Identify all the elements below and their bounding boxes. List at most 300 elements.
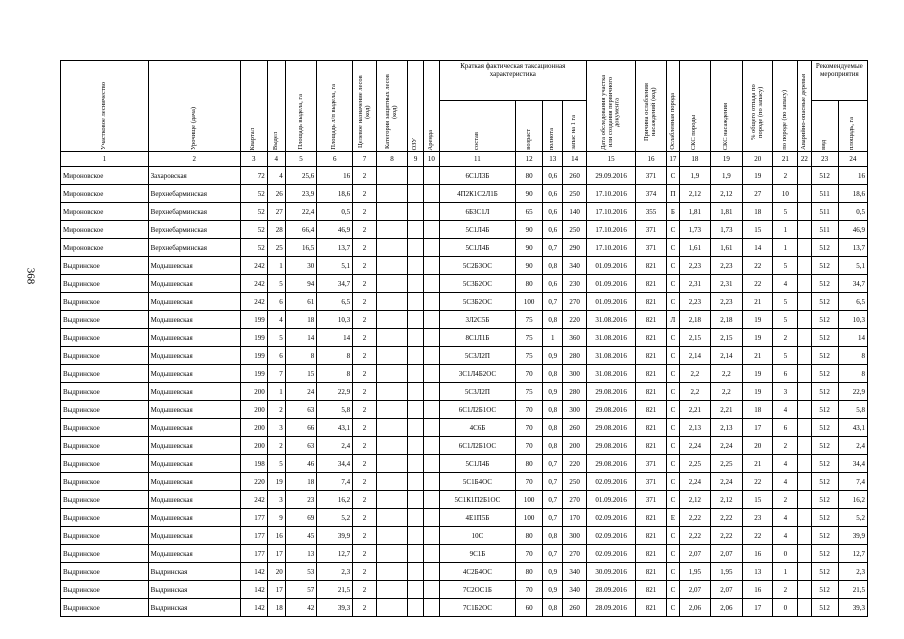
table-cell: 5,8 <box>317 401 353 419</box>
table-cell: 5С1Л4Б <box>439 239 515 257</box>
table-cell: 821 <box>636 383 666 401</box>
table-cell: 0 <box>773 545 798 563</box>
col-header: Дата обследования участка или создания первичного документа <box>586 61 635 152</box>
table-cell: 6 <box>267 293 285 311</box>
table-cell: 2 <box>773 491 798 509</box>
table-cell: 34,7 <box>838 275 867 293</box>
table-cell: 6,5 <box>317 293 353 311</box>
table-cell: 13 <box>743 563 773 581</box>
table-cell: 23 <box>743 509 773 527</box>
table-cell: Выдринское <box>61 581 149 599</box>
table-cell <box>376 383 407 401</box>
table-cell: 18 <box>267 599 285 617</box>
table-cell: 2 <box>353 437 377 455</box>
table-cell <box>408 221 424 239</box>
table-cell: С <box>666 221 679 239</box>
table-cell: 5С3Б2ОС <box>439 275 515 293</box>
table-cell: 13,7 <box>317 239 353 257</box>
table-cell: 512 <box>811 239 838 257</box>
table-cell: 371 <box>636 455 666 473</box>
table-cell: 2 <box>353 167 377 185</box>
col-header: Выдел <box>267 61 285 152</box>
table-cell: 22,9 <box>317 383 353 401</box>
table-cell: 0,6 <box>543 275 563 293</box>
table-cell: 31.08.2016 <box>586 311 635 329</box>
table-cell: 2,22 <box>680 527 710 545</box>
table-row <box>61 383 868 401</box>
table-cell: С <box>666 545 679 563</box>
table-row <box>61 509 868 527</box>
table-cell: 4Е1П5Б <box>439 509 515 527</box>
table-cell: 1,81 <box>710 203 743 221</box>
table-cell <box>798 545 811 563</box>
col-header: Ослабленная порода <box>666 61 679 152</box>
table-cell: 250 <box>563 221 587 239</box>
table-cell: 17.10.2016 <box>586 185 635 203</box>
table-cell: С <box>666 455 679 473</box>
table-cell <box>376 221 407 239</box>
table-cell: 2,12 <box>680 185 710 203</box>
table-cell: 2,4 <box>317 437 353 455</box>
table-cell: 7С1Б2ОС <box>439 599 515 617</box>
table-cell: 0,8 <box>543 365 563 383</box>
table-cell: 27 <box>267 203 285 221</box>
table-cell: 52 <box>240 185 267 203</box>
table-cell: 52 <box>240 221 267 239</box>
table-cell <box>408 581 424 599</box>
table-row <box>61 185 868 203</box>
table-cell: 90 <box>516 185 543 203</box>
column-number: 1 <box>61 152 149 167</box>
table-cell: 21 <box>743 293 773 311</box>
table-cell <box>423 419 439 437</box>
table-cell: 374 <box>636 185 666 203</box>
table-row <box>61 293 868 311</box>
table-cell: 17.10.2016 <box>586 221 635 239</box>
table-cell: 7,4 <box>317 473 353 491</box>
table-cell: Модышевская <box>148 365 240 383</box>
table-row <box>61 527 868 545</box>
table-cell: Верхнебарминская <box>148 185 240 203</box>
table-cell: 29.09.2016 <box>586 167 635 185</box>
table-cell: 28.09.2016 <box>586 581 635 599</box>
table-cell: 17 <box>267 545 285 563</box>
table-cell: 821 <box>636 347 666 365</box>
table-cell: 0,8 <box>543 419 563 437</box>
table-cell: 4С2Б4ОС <box>439 563 515 581</box>
table-cell: 22 <box>743 473 773 491</box>
table-cell: 2 <box>353 221 377 239</box>
table-cell: 0,7 <box>543 473 563 491</box>
table-cell: 2 <box>267 401 285 419</box>
table-cell <box>798 491 811 509</box>
table-cell: 821 <box>636 365 666 383</box>
table-cell: 16,2 <box>317 491 353 509</box>
table-cell: 27 <box>743 185 773 203</box>
table-cell: 821 <box>636 563 666 581</box>
table-cell: Выдринское <box>61 509 149 527</box>
table-cell: 8 <box>317 365 353 383</box>
table-cell: 512 <box>811 401 838 419</box>
table-cell: 512 <box>811 473 838 491</box>
table-cell: 2,2 <box>680 365 710 383</box>
table-cell: 5 <box>773 257 798 275</box>
table-cell: С <box>666 491 679 509</box>
table-cell: 242 <box>240 491 267 509</box>
table-cell: 2,25 <box>710 455 743 473</box>
table-cell: 17.10.2016 <box>586 239 635 257</box>
table-cell: 46 <box>285 455 316 473</box>
table-cell: 2,07 <box>680 581 710 599</box>
table-cell: 5 <box>773 311 798 329</box>
table-cell: Выдринское <box>61 545 149 563</box>
col-header: СКС породы <box>680 61 710 152</box>
table-cell <box>798 221 811 239</box>
table-cell <box>376 527 407 545</box>
table-cell: Верхнебарминская <box>148 203 240 221</box>
table-cell: 2 <box>773 329 798 347</box>
table-cell: 199 <box>240 365 267 383</box>
table-cell: 80 <box>516 167 543 185</box>
table-cell: 260 <box>563 167 587 185</box>
table-cell: Выдринское <box>61 347 149 365</box>
table-cell: 1,61 <box>710 239 743 257</box>
table-cell: 0,7 <box>543 509 563 527</box>
column-number: 3 <box>240 152 267 167</box>
table-cell: 23,9 <box>285 185 316 203</box>
table-cell: 220 <box>563 455 587 473</box>
table-cell: 300 <box>563 401 587 419</box>
table-cell: 2 <box>353 527 377 545</box>
table-cell: 02.09.2016 <box>586 545 635 563</box>
table-cell: Модышевская <box>148 527 240 545</box>
table-row <box>61 437 868 455</box>
table-cell: 512 <box>811 419 838 437</box>
table-cell: 17.10.2016 <box>586 203 635 221</box>
table-cell <box>408 545 424 563</box>
table-cell <box>408 185 424 203</box>
table-cell: 3 <box>267 419 285 437</box>
table-cell <box>408 401 424 419</box>
table-cell: 199 <box>240 311 267 329</box>
table-cell: 4 <box>773 473 798 491</box>
table-cell <box>423 167 439 185</box>
table-cell <box>423 491 439 509</box>
table-cell <box>376 365 407 383</box>
table-cell: Выдринское <box>61 275 149 293</box>
table-cell: 340 <box>563 257 587 275</box>
table-cell: 2 <box>773 437 798 455</box>
table-cell: 1,81 <box>680 203 710 221</box>
col-header: Аварийно-опасные деревья <box>798 61 811 152</box>
table-cell: 0,6 <box>543 203 563 221</box>
table-cell: 39,9 <box>838 527 867 545</box>
table-cell: 19 <box>743 311 773 329</box>
table-cell <box>798 473 811 491</box>
table-cell <box>798 509 811 527</box>
table-row <box>61 221 868 239</box>
table-cell: Модышевская <box>148 491 240 509</box>
table-cell: 3 <box>267 491 285 509</box>
table-cell: 260 <box>563 419 587 437</box>
table-cell: 2,23 <box>680 257 710 275</box>
table-cell: 5,8 <box>838 401 867 419</box>
table-cell <box>376 185 407 203</box>
table-cell: 8С1Л1Б <box>439 329 515 347</box>
table-cell: 16 <box>743 545 773 563</box>
table-cell: 340 <box>563 581 587 599</box>
table-cell <box>798 455 811 473</box>
table-cell: 512 <box>811 581 838 599</box>
col-header: Квартал <box>240 61 267 152</box>
table-cell: 52 <box>240 203 267 221</box>
table-cell: 39,9 <box>317 527 353 545</box>
table-cell: 2 <box>773 167 798 185</box>
table-cell <box>376 401 407 419</box>
table-cell: 200 <box>240 401 267 419</box>
table-cell: 2 <box>353 185 377 203</box>
table-cell: 2,2 <box>710 365 743 383</box>
table-cell <box>798 347 811 365</box>
table-cell: 5С1Л4Б <box>439 221 515 239</box>
table-cell: 100 <box>516 509 543 527</box>
table-cell: С <box>666 293 679 311</box>
table-cell: 75 <box>516 347 543 365</box>
table-cell: 2,06 <box>680 599 710 617</box>
table-cell: Модышевская <box>148 383 240 401</box>
table-cell <box>798 599 811 617</box>
column-number: 22 <box>798 152 811 167</box>
table-cell: 30.09.2016 <box>586 563 635 581</box>
table-cell: Выдринское <box>61 599 149 617</box>
table-cell: 16 <box>743 581 773 599</box>
table-cell: 5 <box>773 347 798 365</box>
table-cell: 8 <box>838 365 867 383</box>
table-cell: 5,2 <box>838 509 867 527</box>
table-cell <box>408 599 424 617</box>
table-cell: 5 <box>267 275 285 293</box>
table-cell: Модышевская <box>148 401 240 419</box>
table-cell: 15 <box>743 491 773 509</box>
table-cell <box>423 239 439 257</box>
table-cell: 18,6 <box>838 185 867 203</box>
table-cell: 80 <box>516 455 543 473</box>
table-cell: 70 <box>516 545 543 563</box>
column-number: 21 <box>773 152 798 167</box>
table-cell: 4 <box>267 167 285 185</box>
table-cell: 5,1 <box>317 257 353 275</box>
table-row <box>61 311 868 329</box>
table-cell: 20 <box>267 563 285 581</box>
table-cell: Выдринское <box>61 257 149 275</box>
table-cell: 60 <box>516 599 543 617</box>
table-cell: 01.09.2016 <box>586 257 635 275</box>
table-cell: 2,24 <box>680 473 710 491</box>
table-cell: 53 <box>285 563 316 581</box>
table-cell: 5С1К1П2Б1ОС <box>439 491 515 509</box>
table-cell: 371 <box>636 167 666 185</box>
table-cell: 6Б3С1Л <box>439 203 515 221</box>
table-cell: Выдринская <box>148 599 240 617</box>
table-cell: 511 <box>811 221 838 239</box>
table-cell: 512 <box>811 293 838 311</box>
table-row <box>61 491 868 509</box>
table-cell <box>423 401 439 419</box>
table-cell <box>798 275 811 293</box>
table-cell: 02.09.2016 <box>586 509 635 527</box>
column-number: 17 <box>666 152 679 167</box>
col-header: Категория защитных лесов (код) <box>376 61 407 152</box>
table-cell: 34,4 <box>317 455 353 473</box>
table-cell: 01.09.2016 <box>586 491 635 509</box>
table-row <box>61 473 868 491</box>
table-cell: 2,31 <box>680 275 710 293</box>
table-cell: 2 <box>267 437 285 455</box>
col-header: Участковое лесничество <box>61 61 149 152</box>
table-cell: 1,61 <box>680 239 710 257</box>
table-cell: 2 <box>353 419 377 437</box>
table-cell: 371 <box>636 491 666 509</box>
table-cell: С <box>666 347 679 365</box>
col-header: ОЗУ <box>408 61 424 152</box>
table-cell: 75 <box>516 311 543 329</box>
column-number: 8 <box>376 152 407 167</box>
table-cell: 821 <box>636 545 666 563</box>
table-cell: 29.08.2016 <box>586 383 635 401</box>
table-row <box>61 167 868 185</box>
table-cell: 821 <box>636 257 666 275</box>
col-header: вид <box>811 101 838 152</box>
table-cell: Мироновское <box>61 185 149 203</box>
table-cell: 72 <box>240 167 267 185</box>
table-body <box>61 167 868 617</box>
table-cell: 821 <box>636 275 666 293</box>
table-cell: 69 <box>285 509 316 527</box>
table-cell <box>423 203 439 221</box>
table-cell <box>408 203 424 221</box>
table-cell <box>408 491 424 509</box>
table-cell: 7С2ОС1Б <box>439 581 515 599</box>
table-cell: 512 <box>811 527 838 545</box>
table-cell: 0,8 <box>543 401 563 419</box>
table-cell: 2 <box>353 239 377 257</box>
table-cell: 512 <box>811 329 838 347</box>
table-cell <box>408 419 424 437</box>
table-cell: Модышевская <box>148 311 240 329</box>
table-cell: 5С2Б3ОС <box>439 257 515 275</box>
table-cell: 70 <box>516 473 543 491</box>
col-header: Аренда <box>423 61 439 152</box>
table-cell: С <box>666 167 679 185</box>
table-cell: 2 <box>353 383 377 401</box>
table-cell: 242 <box>240 275 267 293</box>
table-cell: 100 <box>516 293 543 311</box>
table-cell: 2 <box>353 275 377 293</box>
table-cell <box>798 185 811 203</box>
table-cell: Е <box>666 509 679 527</box>
table-cell: Верхнебарминская <box>148 239 240 257</box>
table-cell: 02.09.2016 <box>586 473 635 491</box>
table-cell: 140 <box>563 203 587 221</box>
table-cell: Выдринское <box>61 527 149 545</box>
col-header: Площадь л/п выдела, га <box>317 61 353 152</box>
table-cell: 512 <box>811 509 838 527</box>
table-cell <box>376 473 407 491</box>
table-cell: 0,8 <box>543 527 563 545</box>
table-cell <box>423 347 439 365</box>
table-cell: 512 <box>811 599 838 617</box>
col-header: возраст <box>516 101 543 152</box>
table-cell: 821 <box>636 509 666 527</box>
table-cell: 2,24 <box>710 473 743 491</box>
table-cell <box>423 581 439 599</box>
table-cell: 3С1Л4Б2ОС <box>439 365 515 383</box>
table-cell: 0,7 <box>543 455 563 473</box>
table-cell: Выдринское <box>61 329 149 347</box>
column-number: 19 <box>710 152 743 167</box>
table-cell: 0,6 <box>543 185 563 203</box>
table-cell: 0,6 <box>543 167 563 185</box>
table-cell: 821 <box>636 329 666 347</box>
table-cell: 19 <box>743 167 773 185</box>
table-cell: 512 <box>811 311 838 329</box>
table-cell <box>408 311 424 329</box>
table-cell: 70 <box>516 419 543 437</box>
column-number: 12 <box>516 152 543 167</box>
table-cell: 142 <box>240 581 267 599</box>
column-number: 10 <box>423 152 439 167</box>
table-cell: 25,6 <box>285 167 316 185</box>
table-cell: 01.09.2016 <box>586 293 635 311</box>
table-cell: Модышевская <box>148 455 240 473</box>
table-cell: 511 <box>811 185 838 203</box>
col-header: Целевое назначение лесов (код) <box>353 61 377 152</box>
table-cell: 821 <box>636 599 666 617</box>
table-cell: 2,24 <box>680 437 710 455</box>
table-cell: 01.09.2016 <box>586 275 635 293</box>
table-cell: 270 <box>563 545 587 563</box>
table-cell: 22 <box>743 527 773 545</box>
table-cell: 2,2 <box>680 383 710 401</box>
column-number: 16 <box>636 152 666 167</box>
table-cell: 2 <box>353 257 377 275</box>
table-cell: 2,12 <box>710 491 743 509</box>
table-cell: 70 <box>516 365 543 383</box>
table-cell: 10,3 <box>317 311 353 329</box>
table-cell: 270 <box>563 293 587 311</box>
column-number: 6 <box>317 152 353 167</box>
table-cell: 242 <box>240 257 267 275</box>
table-cell: 8 <box>838 347 867 365</box>
table-cell: 19 <box>743 383 773 401</box>
table-cell: 14 <box>743 239 773 257</box>
table-cell: Выдринское <box>61 455 149 473</box>
table-cell <box>798 383 811 401</box>
table-cell <box>376 419 407 437</box>
table-row <box>61 455 868 473</box>
table-cell: 21 <box>743 455 773 473</box>
table-cell: Мироновское <box>61 203 149 221</box>
table-cell: 0,7 <box>543 239 563 257</box>
table-cell: 177 <box>240 509 267 527</box>
table-cell: 19 <box>743 365 773 383</box>
table-row <box>61 275 868 293</box>
table-cell: 16 <box>838 167 867 185</box>
table-cell: С <box>666 473 679 491</box>
table-cell: Модышевская <box>148 257 240 275</box>
table-cell: С <box>666 275 679 293</box>
table-cell: 512 <box>811 257 838 275</box>
